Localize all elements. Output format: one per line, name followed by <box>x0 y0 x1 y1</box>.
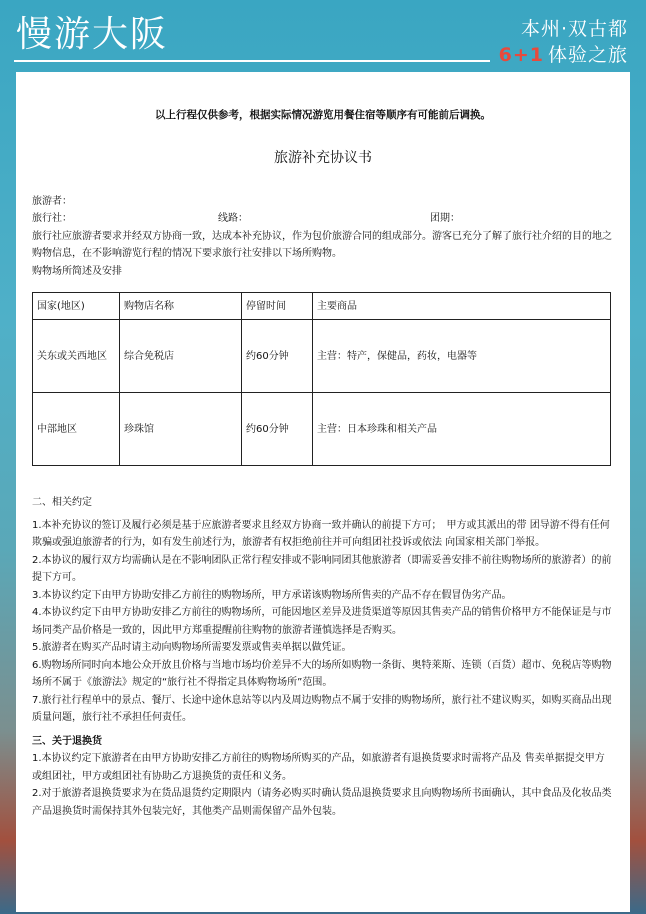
table-header-row <box>33 293 611 320</box>
table-header-cell: 停留时间 <box>242 293 313 320</box>
clause-item: 2.对于旅游者退换货要求为在货品退货约定期限内（请务必购买时确认货品退换货要求且向购物场所书面确认，其中食品及化妆品类产品退换货时需保持其外包装完好，其他类产品则需保留产品外包装。 <box>32 788 612 817</box>
clause-item: 1.本补充协议的签订及履行必须是基于应旅游者要求且经双方协商一致并确认的前提下方可； 甲方或其派出的带 团导游不得有任何欺骗或强迫旅游者的行为，如有发生前述行为，旅游者有权拒绝前往并可向组团社投诉或依法 向国家相关部门举报。 <box>32 519 610 549</box>
traveler-field: 旅游者： <box>32 195 72 207</box>
clause-item: 6.购物场所同时向本地公众开放且价格与当地市场均价差异不大的场所如购物一条街、奥特莱斯、连锁（百货）超市、免税店等购物场所不属于《旅游法》规定的“旅行社不得指定具体购物场所”范围。 <box>32 659 612 689</box>
table-cell: 珍珠馆 <box>120 393 242 466</box>
table-header-cell: 主要商品 <box>313 293 611 320</box>
clause-item: 2.本协议的履行双方均需确认是在不影响团队正常行程安排或不影响同团其他旅游者（即需妥善安排不前往购物场所的旅游者）的前提下方可。 <box>32 554 612 584</box>
tour-name-line1: 本州·双古都 <box>520 18 628 40</box>
table-cell: 约60分钟 <box>242 320 313 393</box>
route-field: 线路： <box>218 213 248 225</box>
table-header-cell: 国家(地区) <box>33 293 120 320</box>
section-title: 二、相关约定 <box>32 497 92 509</box>
tour-name-line2 <box>499 40 628 67</box>
table-row <box>33 393 611 466</box>
table-header-cell: 购物店名称 <box>120 293 242 320</box>
table-cell: 主营：日本珍珠和相关产品 <box>313 393 611 466</box>
document-title: 旅游补充协议书 <box>274 150 372 167</box>
table-cell: 综合免税店 <box>120 320 242 393</box>
clause-item: 3.本协议约定下由甲方协助安排乙方前往的购物场所，甲方承诺该购物场所售卖的产品不存在假冒伪劣产品。 <box>32 589 512 601</box>
clause-item: 5.旅游者在购买产品时请主动向购物场所需要发票或售卖单据以做凭证。 <box>32 642 352 654</box>
tour-days-number: 6+1 <box>498 44 544 66</box>
tour-name-line2-text: 体验之旅 <box>547 44 628 66</box>
table-cell: 中部地区 <box>33 393 120 466</box>
clause-item: 4.本协议约定下由甲方协助安排乙方前往的购物场所，可能因地区差异及进货渠道等原因其售卖产品的销售价格甲方不能保证是与市场同类产品价格是一致的，因此甲方郑重提醒前往购物的旅游者谨慎选择是否购买。 <box>32 607 612 636</box>
agency-field: 旅行社： <box>32 213 72 225</box>
page-brand-title: 慢游大阪 <box>16 14 169 55</box>
agreement-page <box>16 72 630 912</box>
group-date-field: 团期： <box>430 213 460 225</box>
shopping-table <box>32 292 611 466</box>
table-cell: 关东或关西地区 <box>33 320 120 393</box>
table-cell: 主营：特产，保健品，药妆，电器等 <box>313 320 611 393</box>
info-row <box>32 210 614 228</box>
section-related-terms <box>32 494 614 727</box>
shopping-intro: 购物场所简述及安排 <box>32 265 122 277</box>
header-divider <box>14 60 490 62</box>
itinerary-notice: 以上行程仅供参考，根据实际情况游览用餐住宿等顺序有可能前后调换。 <box>155 109 491 121</box>
table-cell: 约60分钟 <box>242 393 313 466</box>
intro-paragraph: 旅行社应旅游者要求并经双方协商一致，达成本补充协议，作为包价旅游合同的组成部分。游客已充分了解了旅行社介绍的目的地之购物信息，在不影响游览行程的情况下要求旅行社安排以下场所购物。 <box>32 230 612 260</box>
table-row <box>33 320 611 393</box>
clause-item: 1.本协议约定下旅游者在由甲方协助安排乙方前往的购物场所购买的产品，如旅游者有退换货要求时需将产品及 售卖单据提交甲方或组团社，甲方或组团社有协助乙方退换货的责任和义务。 <box>32 753 605 782</box>
clause-item: 7.旅行社行程单中的景点、餐厅、长途中途休息站等以内及周边购物点不属于安排的购物场所，旅行社不建议购买，如购买商品出现质量问题，旅行社不承担任何责任。 <box>32 694 612 724</box>
section-title: 三、关于退换货 <box>32 735 102 747</box>
agreement-fields <box>32 193 614 281</box>
section-returns <box>32 733 614 821</box>
